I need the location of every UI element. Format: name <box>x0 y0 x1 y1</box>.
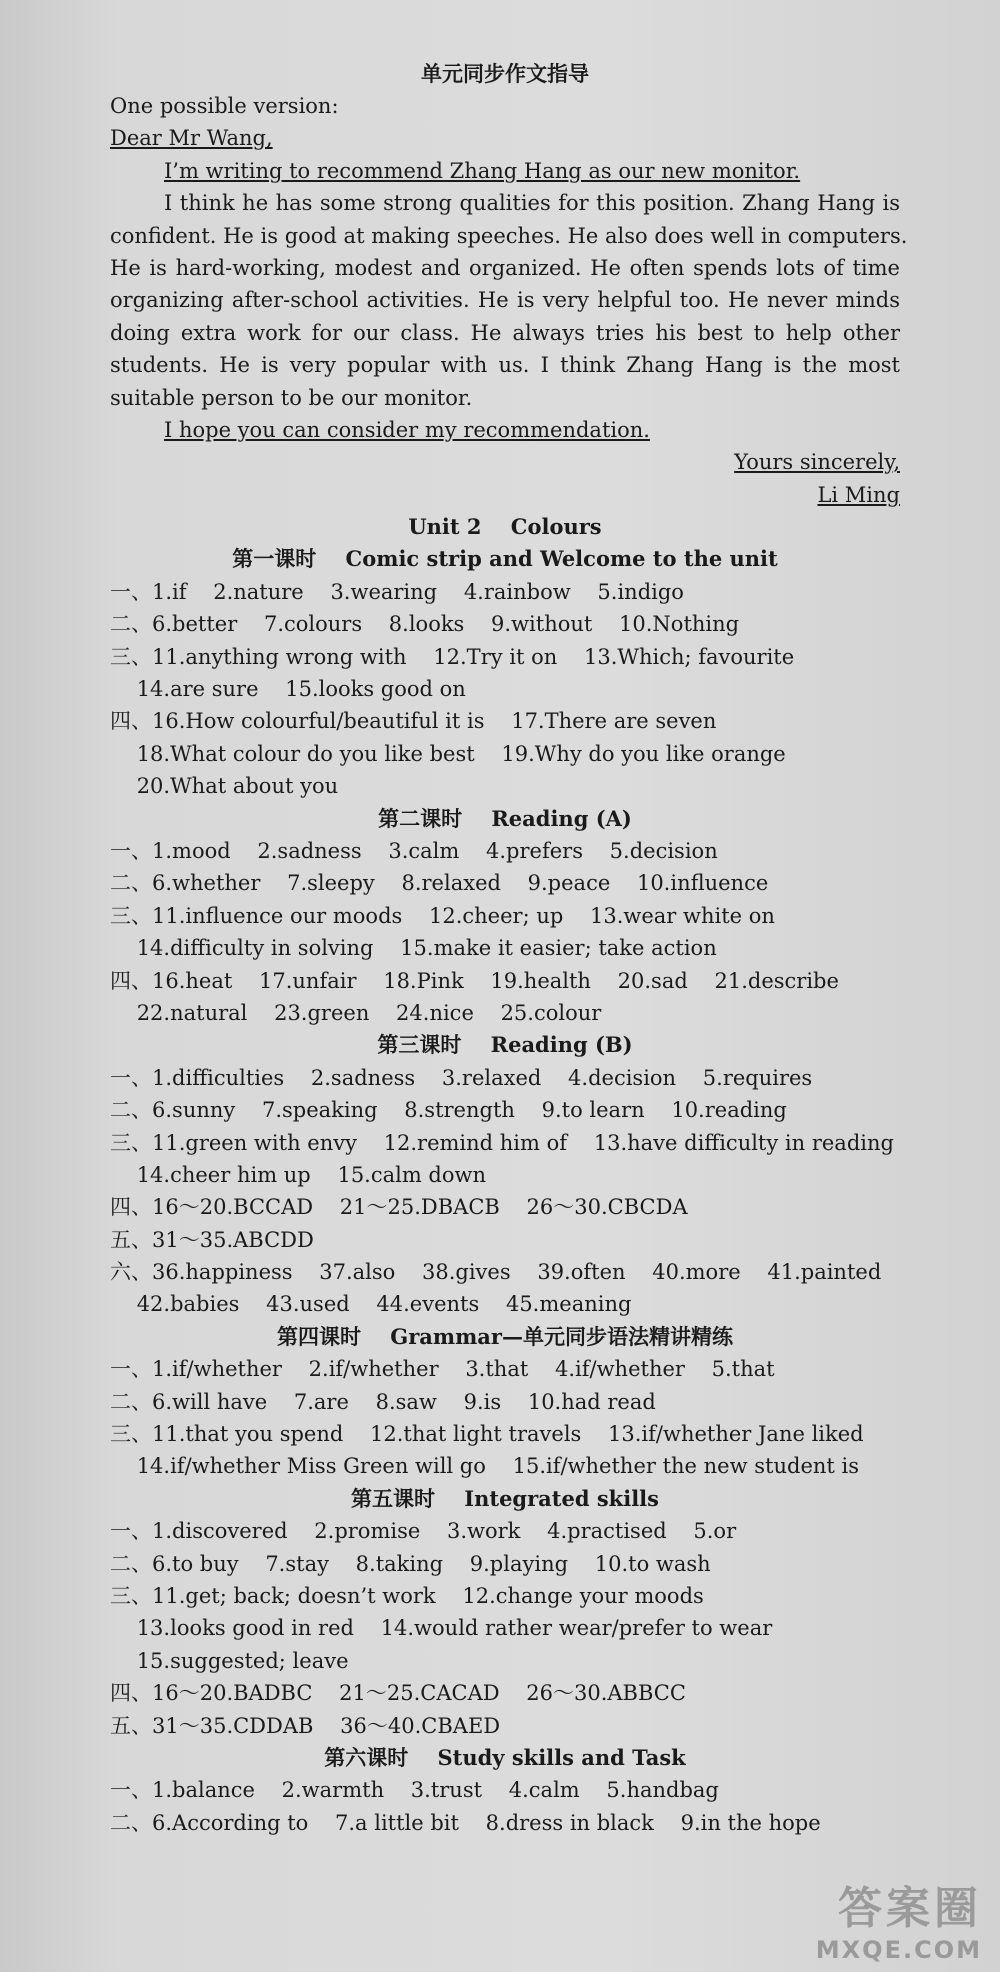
answer-line: 二、6.will have 7.are 8.saw 9.is 10.had read <box>110 1389 656 1414</box>
answer-line: 三、11.green with envy 12.remind him of 13.have difficulty in reading <box>110 1130 894 1155</box>
essay-closing: I hope you can consider my recommendation. <box>164 417 650 442</box>
answer-line: 二、6.sunny 7.speaking 8.strength 9.to learn 10.reading <box>110 1098 787 1123</box>
answer-line: 二、6.According to 7.a little bit 8.dress in black 9.in the hope <box>110 1810 821 1835</box>
answer-line: 18.What colour do you like best 19.Why do you like orange <box>110 741 786 766</box>
lesson-title: 第三课时 Reading (B) <box>377 1032 633 1058</box>
answer-line: 三、11.get; back; doesn’t work 12.change your moods <box>110 1583 704 1608</box>
answer-line: 二、6.whether 7.sleepy 8.relaxed 9.peace 10.influence <box>110 871 769 896</box>
watermark-logo <box>816 1872 982 1964</box>
answer-line: 一、1.mood 2.sadness 3.calm 4.prefers 5.decision <box>110 839 718 863</box>
answer-line: 42.babies 43.used 44.events 45.meaning <box>110 1292 632 1317</box>
answer-line: 五、31～35.CDDAB 36～40.CBAED <box>110 1713 501 1738</box>
answer-line: 四、16.heat 17.unfair 18.Pink 19.health 20.sad 21.describe <box>110 968 839 993</box>
answer-line: 一、1.discovered 2.promise 3.work 4.practised 5.or <box>110 1519 737 1544</box>
lesson-title: 第一课时 Comic strip and Welcome to the unit <box>232 546 778 572</box>
answer-line: 五、31～35.ABCDD <box>110 1227 314 1252</box>
essay-intro: One possible version: <box>110 94 339 118</box>
essay-body-line: students. He is very popular with us. I think Zhang Hang is the most <box>110 353 900 378</box>
essay-salutation: Dear Mr Wang, <box>110 126 273 151</box>
answer-line: 一、1.balance 2.warmth 3.trust 4.calm 5.handbag <box>110 1778 719 1803</box>
essay-title: 单元同步作文指导 <box>421 61 589 86</box>
essay-signature: Li Ming <box>817 482 900 507</box>
essay-body-line: I think he has some strong qualities for this position. Zhang Hang is <box>164 191 900 216</box>
essay-body-line: doing extra work for our class. He always tries his best to help other <box>110 320 900 345</box>
answer-line: 14.if/whether Miss Green will go 15.if/whether the new student is <box>110 1454 860 1479</box>
essay-opening: I’m writing to recommend Zhang Hang as our new monitor. <box>164 158 801 183</box>
answer-line: 四、16～20.BCCAD 21～25.DBACB 26～30.CBCDA <box>110 1195 688 1220</box>
answer-line: 四、16～20.BADBC 21～25.CACAD 26～30.ABBCC <box>110 1681 686 1706</box>
watermark-logo-text: 答案圈 <box>838 1883 982 1934</box>
answer-line: 二、6.to buy 7.stay 8.taking 9.playing 10.to wash <box>110 1551 711 1576</box>
answer-sections <box>110 543 900 1839</box>
answer-line: 14.are sure 15.looks good on <box>110 677 466 702</box>
answer-line: 一、1.if 2.nature 3.wearing 4.rainbow 5.indigo <box>110 579 684 604</box>
lesson-title: 第四课时 Grammar—单元同步语法精讲精练 <box>277 1323 733 1349</box>
watermark-url: MXQE.COM <box>815 1936 982 1964</box>
page-content <box>110 58 908 1839</box>
answer-line: 14.difficulty in solving 15.make it easier; take action <box>110 936 717 961</box>
lesson-title: 第二课时 Reading (A) <box>378 805 632 831</box>
answer-line: 15.suggested; leave <box>110 1648 349 1673</box>
lesson-title: 第五课时 Integrated skills <box>351 1485 659 1511</box>
answer-line: 22.natural 23.green 24.nice 25.colour <box>110 1000 602 1025</box>
answer-line: 四、16.How colourful/beautiful it is 17.There are seven <box>110 709 717 734</box>
answer-line: 一、1.difficulties 2.sadness 3.relaxed 4.decision 5.requires <box>110 1065 813 1090</box>
essay-signoff: Yours sincerely, <box>734 450 900 475</box>
answer-line: 三、11.influence our moods 12.cheer; up 13.wear white on <box>110 903 775 928</box>
answer-line: 20.What about you <box>110 774 339 799</box>
answer-line: 三、11.anything wrong with 12.Try it on 13.Which; favourite <box>110 644 795 669</box>
essay-body-line: organizing after-school activities. He is very helpful too. He never minds <box>110 288 900 313</box>
essay-body-line: He is hard-working, modest and organized. He often spends lots of time <box>110 255 900 280</box>
lesson-title: 第六课时 Study skills and Task <box>324 1744 686 1770</box>
essay-body-line: suitable person to be our monitor. <box>110 385 473 410</box>
essay-body-line: confident. He is good at making speeches. He also does well in computers. <box>110 223 908 248</box>
answer-line: 13.looks good in red 14.would rather wear/prefer to wear <box>110 1616 773 1641</box>
answer-line: 六、36.happiness 37.also 38.gives 39.often 40.more 41.painted <box>110 1260 882 1285</box>
answer-line: 14.cheer him up 15.calm down <box>110 1162 487 1187</box>
answer-line: 一、1.if/whether 2.if/whether 3.that 4.if/whether 5.that <box>110 1357 775 1382</box>
answer-line: 二、6.better 7.colours 8.looks 9.without 10.Nothing <box>110 612 740 637</box>
unit-title: Unit 2 Colours <box>408 514 602 540</box>
answer-line: 三、11.that you spend 12.that light travels 13.if/whether Jane liked <box>110 1422 864 1447</box>
